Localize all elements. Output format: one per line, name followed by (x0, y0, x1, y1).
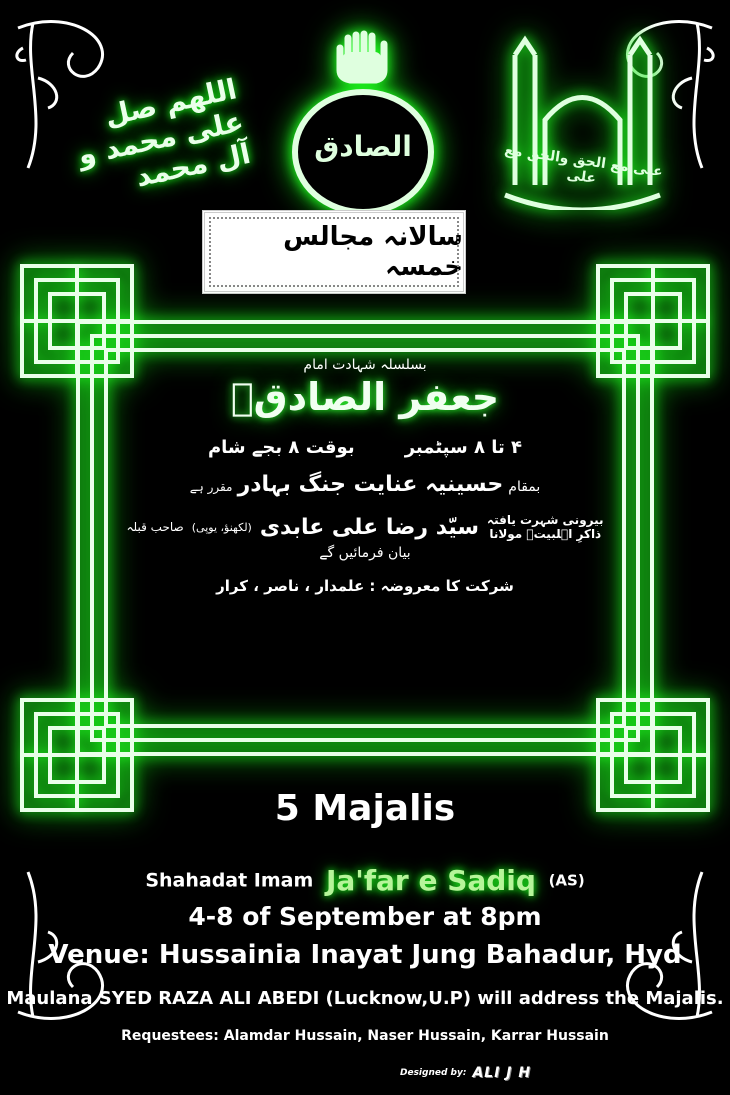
english-as: (AS) (548, 871, 585, 890)
english-dates: 4-8 of September at 8pm (188, 902, 542, 931)
urdu-speaker: سیّد رضا علی عابدی (259, 514, 480, 540)
plaque-title: سالانہ مجالس خمسہ (283, 222, 463, 282)
designer-credit (400, 1063, 531, 1083)
urdu-speaker-row (110, 513, 620, 541)
credit-label: Designed by: (400, 1068, 467, 1078)
urdu-imam-name: جعفر الصادقؑ (230, 375, 500, 419)
urdu-speaker-place: (لکھنؤ، یوپی) (191, 520, 252, 534)
urdu-requestees: شرکت کا معروضہ : علمدار ، ناصر ، کرار (216, 577, 514, 595)
urdu-speaker-suffix: صاحب قبلہ (126, 520, 184, 534)
english-speaker: Maulana SYED RAZA ALI ABEDI (Lucknow,U.P) will address the Majalis. (6, 988, 724, 1009)
english-venue: Venue: Hussainia Inayat Jung Bahadur, Hyd (48, 940, 682, 970)
mosque-emblem (475, 35, 690, 210)
urdu-venue-prefix: بمقام (508, 479, 541, 495)
urdu-venue-row (110, 472, 620, 497)
urdu-venue-suffix: مقرر ہے (189, 480, 233, 494)
seal-text: الصادق (314, 130, 412, 163)
english-shahadat: Shahadat Imam (145, 869, 314, 892)
english-shahadat-row (0, 864, 730, 897)
urdu-dates: ۴ تا ۸ سپٹمبر بوقت ۸ بجے شام (207, 437, 523, 458)
urdu-series: بسلسلہ شہادت امام (303, 357, 427, 373)
english-headline: 5 Majalis (274, 788, 456, 829)
english-imam-name: Ja'far e Sadiq (325, 864, 536, 897)
credit-name: ALI J H (472, 1065, 532, 1081)
urdu-speaker-left-bottom: ذاکرِ اہلبیتؑ مولانا (489, 527, 602, 541)
urdu-venue: حسینیہ عنایت جنگ بہادر (237, 472, 504, 497)
mosque-text: علی مع الحق والحق مع علی (503, 142, 664, 187)
al-sadiq-seal (288, 30, 438, 215)
urdu-address: بیان فرمائیں گے (319, 545, 411, 561)
urdu-speaker-left-top: بیرونی شہرت یافتہ (487, 513, 604, 527)
durood-calligraphy: اللھم صل علی محمد و آل محمد (74, 71, 254, 193)
english-requestees: Requestees: Alamdar Hussain, Naser Hussain, Karrar Hussain (121, 1028, 609, 1044)
urdu-speaker-title (487, 513, 603, 541)
urdu-announcement (110, 355, 620, 735)
